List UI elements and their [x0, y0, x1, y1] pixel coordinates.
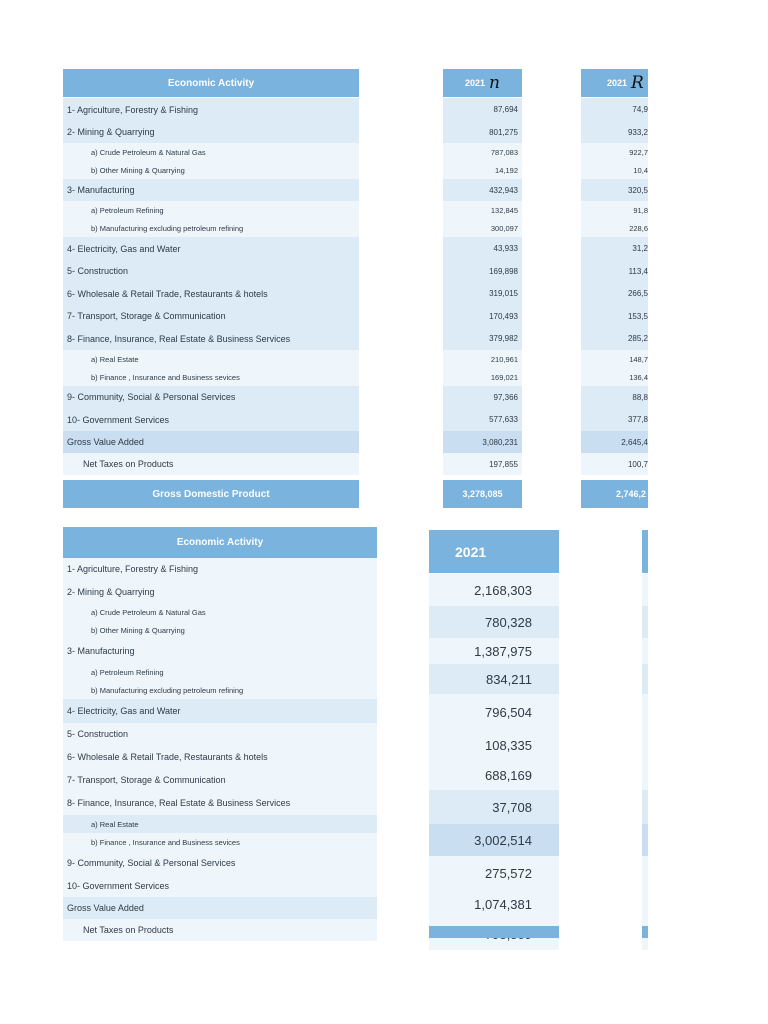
t2-row	[63, 897, 377, 919]
t2-row-label: 6- Wholesale & Retail Trade, Restaurants & hotels	[67, 752, 268, 762]
col-a-value: 787,083	[443, 143, 522, 161]
col-b-values	[581, 98, 648, 475]
col-a-value: 432,943	[443, 179, 522, 201]
col-d-cell	[642, 824, 648, 856]
col-a-values	[443, 98, 522, 475]
t1-row	[63, 161, 359, 179]
col-d-cell	[642, 694, 648, 730]
col-c-value: 3,002,514	[429, 824, 559, 856]
col-c-value: 2,168,303	[429, 574, 559, 606]
col-a-value: 577,633	[443, 408, 522, 431]
col-a-value: 3,080,231	[443, 431, 522, 453]
col-a-value: 300,097	[443, 219, 522, 237]
t1-row	[63, 260, 359, 282]
t1-row-label: a) Crude Petroleum & Natural Gas	[91, 147, 206, 157]
t2-row	[63, 851, 377, 875]
t2-row	[63, 791, 377, 815]
t2-row-label: a) Crude Petroleum & Natural Gas	[91, 607, 206, 617]
col-d-cell	[642, 760, 648, 790]
t1-row	[63, 350, 359, 368]
t2-row-label: 9- Community, Social & Personal Services	[67, 858, 236, 868]
t1-row-label: 5- Construction	[67, 266, 129, 276]
t1-row	[63, 201, 359, 219]
col-b-header	[581, 69, 648, 97]
col-a-year: 2021	[465, 78, 486, 88]
col-d-cell	[642, 606, 648, 638]
col-c-value: 688,169	[429, 760, 559, 790]
t2-row-label: b) Finance , Insurance and Business sevices	[91, 837, 240, 847]
col-d-bottom-bar	[642, 926, 648, 938]
col-a-value: 43,933	[443, 237, 522, 260]
col-b-handwritten-mark: R	[631, 73, 644, 93]
col-a-value: 379,982	[443, 327, 522, 350]
t2-row-label: b) Other Mining & Quarrying	[91, 625, 185, 635]
t2-row	[63, 580, 377, 603]
t1-row	[63, 143, 359, 161]
col-d-strip	[642, 574, 648, 950]
col-c-value: 108,335	[429, 730, 559, 760]
col-c-value: 1,387,975	[429, 638, 559, 664]
t2-row	[63, 723, 377, 745]
t2-row	[63, 745, 377, 769]
t2-row-label: Gross Value Added	[67, 903, 144, 913]
t1-row-label: Gross Value Added	[67, 437, 144, 447]
t1-row-label: 7- Transport, Storage & Communication	[67, 311, 226, 321]
t1-row-label: 1- Agriculture, Forestry & Fishing	[67, 104, 199, 115]
t1-row-label: b) Other Mining & Quarrying	[91, 165, 185, 175]
t2-row-label: 2- Mining & Quarrying	[67, 586, 155, 597]
t1-row	[63, 453, 359, 475]
col-a-value: 169,898	[443, 260, 522, 282]
col-a-value: 14,192	[443, 161, 522, 179]
col-c-value: 1,074,381	[429, 890, 559, 918]
t1-row	[63, 368, 359, 386]
col-d-cell	[642, 664, 648, 694]
col-b-value: 153,5	[581, 305, 648, 327]
t1-row-label: 6- Wholesale & Retail Trade, Restaurants & hotels	[67, 288, 268, 299]
table2-header: Economic Activity	[63, 527, 377, 558]
col-c-values	[429, 574, 559, 950]
t1-row	[63, 305, 359, 327]
col-a-value: 197,855	[443, 453, 522, 475]
t1-row-label: b) Manufacturing excluding petroleum refining	[91, 223, 244, 233]
col-d-cell	[642, 856, 648, 890]
col-b-value: 113,4	[581, 260, 648, 282]
t2-row	[63, 663, 377, 681]
t1-row	[63, 219, 359, 237]
col-d-header-sliver	[642, 530, 648, 573]
col-a-value: 132,845	[443, 201, 522, 219]
t2-row	[63, 699, 377, 723]
col-a-value: 87,694	[443, 98, 522, 121]
t2-row-label: a) Petroleum Refining	[91, 667, 164, 677]
col-a-footer: 3,278,085	[443, 480, 522, 508]
t2-row	[63, 919, 377, 941]
col-b-value: 320,5	[581, 179, 648, 201]
table1-rows	[63, 98, 359, 475]
table2-rows	[63, 558, 377, 941]
col-b-value: 100,7	[581, 453, 648, 475]
t2-row	[63, 681, 377, 699]
t2-row-label: 1- Agriculture, Forestry & Fishing	[67, 564, 199, 574]
col-b-value: 88,8	[581, 386, 648, 408]
t2-row	[63, 621, 377, 639]
t1-row-label: Net Taxes on Products	[83, 459, 174, 469]
t2-row-label: 8- Finance, Insurance, Real Estate & Business Services	[67, 798, 291, 808]
t1-row	[63, 386, 359, 408]
t1-row	[63, 98, 359, 121]
col-c-value: 834,211	[429, 664, 559, 694]
t1-row	[63, 179, 359, 201]
col-a-header	[443, 69, 522, 97]
t1-row-label: 8- Finance, Insurance, Real Estate & Business Services	[67, 333, 291, 344]
table1-header: Economic Activity	[63, 69, 359, 97]
col-b-value: 377,8	[581, 408, 648, 431]
col-b-value: 228,6	[581, 219, 648, 237]
col-b-value: 91,8	[581, 201, 648, 219]
t2-row-label: 4- Electricity, Gas and Water	[67, 706, 181, 716]
t1-row	[63, 121, 359, 143]
col-c-value: 780,328	[429, 606, 559, 638]
t2-row	[63, 815, 377, 833]
col-b-value: 74,9	[581, 98, 648, 121]
col-a-value: 170,493	[443, 305, 522, 327]
t1-row	[63, 327, 359, 350]
t1-row-label: b) Finance , Insurance and Business sevices	[91, 372, 240, 382]
col-b-value: 10,4	[581, 161, 648, 179]
t1-row-label: 2- Mining & Quarrying	[67, 127, 155, 137]
t2-row-label: 7- Transport, Storage & Communication	[67, 775, 226, 785]
col-b-value: 148,7	[581, 350, 648, 368]
t2-row-label: 5- Construction	[67, 729, 129, 739]
t2-row	[63, 639, 377, 663]
t1-row-label: a) Petroleum Refining	[91, 205, 164, 215]
col-a-handwritten-mark: n	[489, 73, 500, 93]
t1-row-label: 10- Government Services	[67, 414, 170, 425]
col-c-value: 37,708	[429, 790, 559, 824]
col-a-value: 97,366	[443, 386, 522, 408]
col-c-bottom-bar	[429, 926, 559, 938]
col-d-cell	[642, 890, 648, 918]
t1-row-label: 9- Community, Social & Personal Services	[67, 392, 236, 402]
col-d-cell	[642, 730, 648, 760]
t1-row-label: 4- Electricity, Gas and Water	[67, 243, 181, 254]
t1-row	[63, 282, 359, 305]
t2-row-label: 10- Government Services	[67, 881, 170, 891]
col-a-value: 169,021	[443, 368, 522, 386]
col-b-value: 933,2	[581, 121, 648, 143]
col-c-value: 796,504	[429, 694, 559, 730]
t1-row-label: a) Real Estate	[91, 354, 139, 364]
t2-row-label: b) Manufacturing excluding petroleum refining	[91, 685, 244, 695]
t2-row-label: Net Taxes on Products	[83, 925, 174, 935]
col-d-cell	[642, 574, 648, 606]
col-b-value: 31,2	[581, 237, 648, 260]
col-d-cell	[642, 790, 648, 824]
col-b-clip	[581, 69, 648, 509]
t2-row-label: a) Real Estate	[91, 819, 139, 829]
col-b-value: 266,5	[581, 282, 648, 305]
col-b-year: 2021	[607, 78, 628, 88]
t2-row-label: 3- Manufacturing	[67, 646, 135, 656]
t2-row	[63, 558, 377, 580]
t2-row	[63, 833, 377, 851]
t1-row-label: 3- Manufacturing	[67, 185, 135, 195]
col-a-value: 801,275	[443, 121, 522, 143]
col-a-value: 210,961	[443, 350, 522, 368]
t2-row	[63, 769, 377, 791]
col-b-value: 285,2	[581, 327, 648, 350]
table1-footer: Gross Domestic Product	[63, 480, 359, 508]
t1-row	[63, 431, 359, 453]
col-b-value: 922,7	[581, 143, 648, 161]
col-c-header: 2021	[429, 530, 559, 573]
col-a-value: 319,015	[443, 282, 522, 305]
t2-row	[63, 875, 377, 897]
col-d-cell	[642, 638, 648, 664]
col-b-value: 136,4	[581, 368, 648, 386]
t1-row	[63, 237, 359, 260]
t2-row	[63, 603, 377, 621]
col-b-footer: 2,746,2	[581, 480, 648, 508]
col-c-value: 275,572	[429, 856, 559, 890]
t1-row	[63, 408, 359, 431]
col-b-value: 2,645,4	[581, 431, 648, 453]
